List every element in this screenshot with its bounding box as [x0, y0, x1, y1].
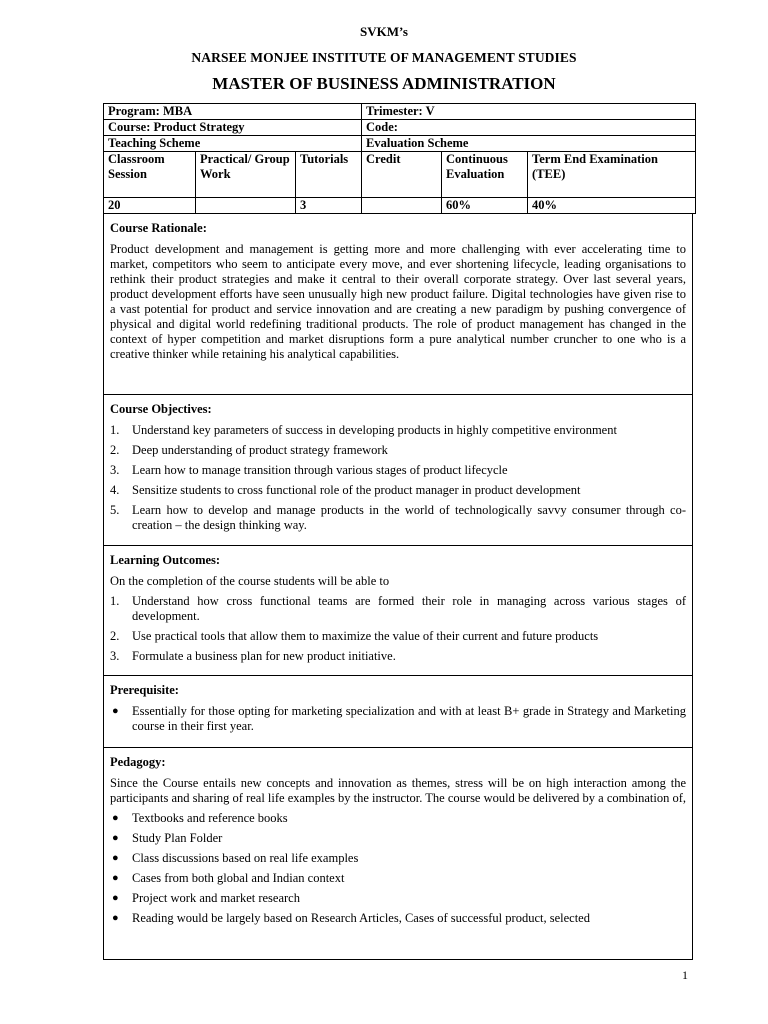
bullet-icon: ●	[112, 872, 119, 884]
course-info-table	[103, 103, 696, 214]
list-item: ● Essentially for those opting for marketing specialization and with at least B+ grade in Strategy and Marketing course in their first year.	[112, 704, 686, 733]
value-practical	[196, 198, 296, 214]
value-credit	[362, 198, 442, 214]
value-tutorials: 3	[296, 198, 362, 214]
value-continuous: 60%	[442, 198, 528, 214]
pedagogy-list	[104, 811, 692, 926]
course-cell: Course: Product Strategy	[104, 120, 362, 136]
prerequisite-section	[103, 676, 693, 748]
learning-outcomes-section	[103, 546, 693, 676]
bullet-icon: ●	[112, 832, 119, 844]
list-item: ● Study Plan Folder	[112, 831, 223, 845]
rationale-text: Product development and management is getting more and more challenging with ever accelerating time to market, competitors who seem to anticipate every move, and ever shortening lifecycle, leading organisations to rethink their product strategies and make it central to their overall corporate strategy. Over last several years, product development efforts have seen unusually high new product failure. Digital technologies have given rise to a vast potential for product and service innovation and are creating a new paradigm by pushing convergence of physical and digital world redefining traditional products. The role of product management has changed in the context of hyper competition and market disruptions form a pure analytical number cruncher to one who is a creative thinker while retaining his analytical capabilities.	[110, 242, 686, 361]
list-item: 2. Use practical tools that allow them to maximize the value of their current and future products	[110, 629, 599, 643]
list-item: 2. Deep understanding of product strategy framework	[110, 443, 388, 457]
course-objectives-section	[103, 395, 693, 546]
value-tee: 40%	[528, 198, 696, 214]
list-item: ● Cases from both global and Indian context	[112, 871, 345, 885]
header-classroom: Classroom Session	[104, 152, 196, 198]
header-tutorials: Tutorials	[296, 152, 362, 198]
section-title: Course Rationale:	[110, 221, 207, 235]
pedagogy-section	[103, 748, 693, 960]
section-title: Learning Outcomes:	[110, 553, 221, 567]
header-tee: Term End Examination (TEE)	[528, 152, 696, 198]
section-title: Prerequisite:	[110, 683, 179, 697]
header-credit: Credit	[362, 152, 442, 198]
list-item: 3. Formulate a business plan for new product initiative.	[110, 649, 396, 663]
bullet-icon: ●	[112, 892, 119, 904]
section-title: Course Objectives:	[110, 402, 212, 416]
program-title: MASTER OF BUSINESS ADMINISTRATION	[212, 74, 556, 93]
list-item: 5. Learn how to develop and manage products in the world of technologically savvy consumer through co-creation – the design thinking way.	[110, 503, 686, 532]
trimester-cell: Trimester: V	[362, 104, 696, 120]
evaluation-scheme-cell: Evaluation Scheme	[362, 136, 696, 152]
bullet-icon: ●	[112, 812, 119, 824]
header-practical: Practical/ Group Work	[196, 152, 296, 198]
bullet-icon: ●	[112, 705, 119, 717]
outcomes-list	[104, 594, 692, 664]
objectives-list	[104, 423, 692, 533]
bullet-icon: ●	[112, 912, 119, 924]
table-row	[104, 104, 696, 120]
code-cell: Code:	[362, 120, 696, 136]
bullet-icon: ●	[112, 852, 119, 864]
table-row	[104, 152, 696, 198]
table-row	[104, 198, 696, 214]
list-item: ● Project work and market research	[112, 891, 300, 905]
pedagogy-intro: Since the Course entails new concepts and innovation as themes, stress will be on high interaction among the participants and sharing of real life examples by the instructor. The course would be delivered by a combination of,	[110, 776, 686, 805]
page-number: 1	[682, 968, 688, 982]
outcomes-intro: On the completion of the course students will be able to	[110, 574, 390, 588]
list-item: 1. Understand how cross functional teams are formed their role in managing across various stages of development.	[110, 594, 686, 623]
list-item: ● Textbooks and reference books	[112, 811, 288, 825]
course-rationale-section	[103, 214, 693, 395]
org-name: SVKM’s	[360, 24, 408, 39]
list-item: 4. Sensitize students to cross functional role of the product manager in product development	[110, 483, 581, 497]
table-row	[104, 136, 696, 152]
value-classroom: 20	[104, 198, 196, 214]
prerequisite-list	[104, 704, 692, 734]
institute-name: NARSEE MONJEE INSTITUTE OF MANAGEMENT STUDIES	[191, 50, 577, 65]
header-continuous: Continuous Evaluation	[442, 152, 528, 198]
list-item: 3. Learn how to manage transition through various stages of product lifecycle	[110, 463, 508, 477]
list-item: ● Reading would be largely based on Research Articles, Cases of successful product, selected	[112, 911, 590, 925]
teaching-scheme-cell: Teaching Scheme	[104, 136, 362, 152]
program-cell: Program: MBA	[104, 104, 362, 120]
section-title: Pedagogy:	[110, 755, 166, 769]
list-item: 1. Understand key parameters of success in developing products in highly competitive environment	[110, 423, 617, 437]
table-row	[104, 120, 696, 136]
list-item: ● Class discussions based on real life examples	[112, 851, 359, 865]
